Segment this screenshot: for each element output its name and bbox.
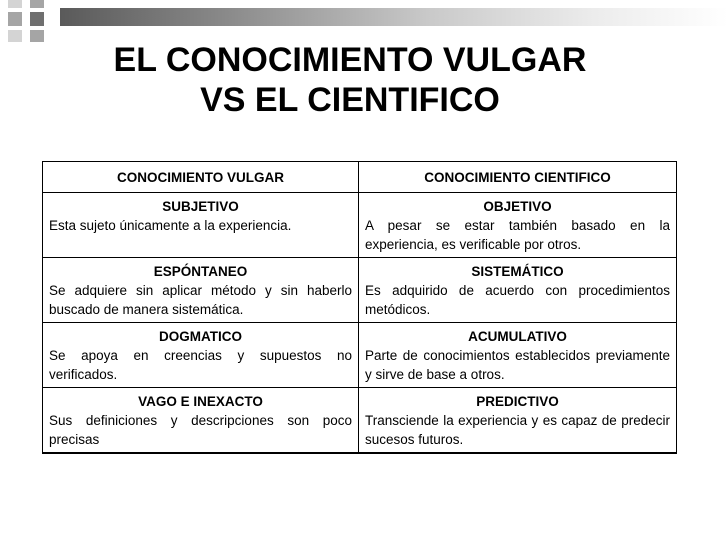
cell-text: Sus definiciones y descripciones son poco precisas: [49, 413, 352, 447]
cell-text: Parte de conocimientos establecidos previamente y sirve de base a otros.: [365, 348, 670, 382]
deco-square: [30, 0, 44, 8]
cell-heading: SISTEMÁTICO: [471, 264, 564, 279]
cell-vulgar: [43, 193, 359, 258]
title-line-2: VS EL CIENTIFICO: [200, 81, 500, 119]
cell-text: Transciende la experiencia y es capaz de predecir sucesos futuros.: [365, 413, 670, 447]
cell-text: Se adquiere sin aplicar método y sin haberlo buscado de manera sistemática.: [49, 283, 352, 317]
cell-heading: VAGO E INEXACTO: [138, 394, 263, 409]
header-vulgar: CONOCIMIENTO VULGAR: [43, 162, 359, 193]
cell-text: Es adquirido de acuerdo con procedimientos metódicos.: [365, 283, 670, 317]
header-gradient-bar: [60, 8, 728, 26]
cell-heading: ESPÓNTANEO: [153, 264, 248, 279]
cell-vulgar: [43, 323, 359, 388]
cell-text: Esta sujeto únicamente a la experiencia.: [49, 218, 292, 233]
cell-heading: ACUMULATIVO: [468, 329, 567, 344]
table-row: [43, 258, 677, 323]
cell-cientifico: [359, 193, 677, 258]
cell-heading: DOGMATICO: [159, 329, 242, 344]
deco-square: [8, 12, 22, 26]
table-row: [43, 323, 677, 388]
cell-cientifico: [359, 323, 677, 388]
cell-vulgar: [43, 258, 359, 323]
cell-text: Se apoya en creencias y supuestos no verificados.: [49, 348, 352, 382]
cell-heading: OBJETIVO: [483, 199, 552, 214]
comparison-table: [42, 161, 677, 454]
table-header-row: [43, 162, 677, 193]
table-row: [43, 388, 677, 454]
table-row: [43, 193, 677, 258]
title-line-1: EL CONOCIMIENTO VULGAR: [113, 41, 587, 79]
cell-vulgar: [43, 388, 359, 454]
cell-heading: SUBJETIVO: [162, 199, 239, 214]
cell-heading: PREDICTIVO: [476, 394, 559, 409]
deco-square: [30, 12, 44, 26]
deco-square: [8, 0, 22, 8]
header-cientifico: CONOCIMIENTO CIENTIFICO: [359, 162, 677, 193]
slide-title: [0, 40, 700, 120]
cell-text: A pesar se estar también basado en la experiencia, es verificable por otros.: [365, 218, 670, 252]
cell-cientifico: [359, 388, 677, 454]
cell-cientifico: [359, 258, 677, 323]
comparison-table-container: [42, 161, 676, 454]
